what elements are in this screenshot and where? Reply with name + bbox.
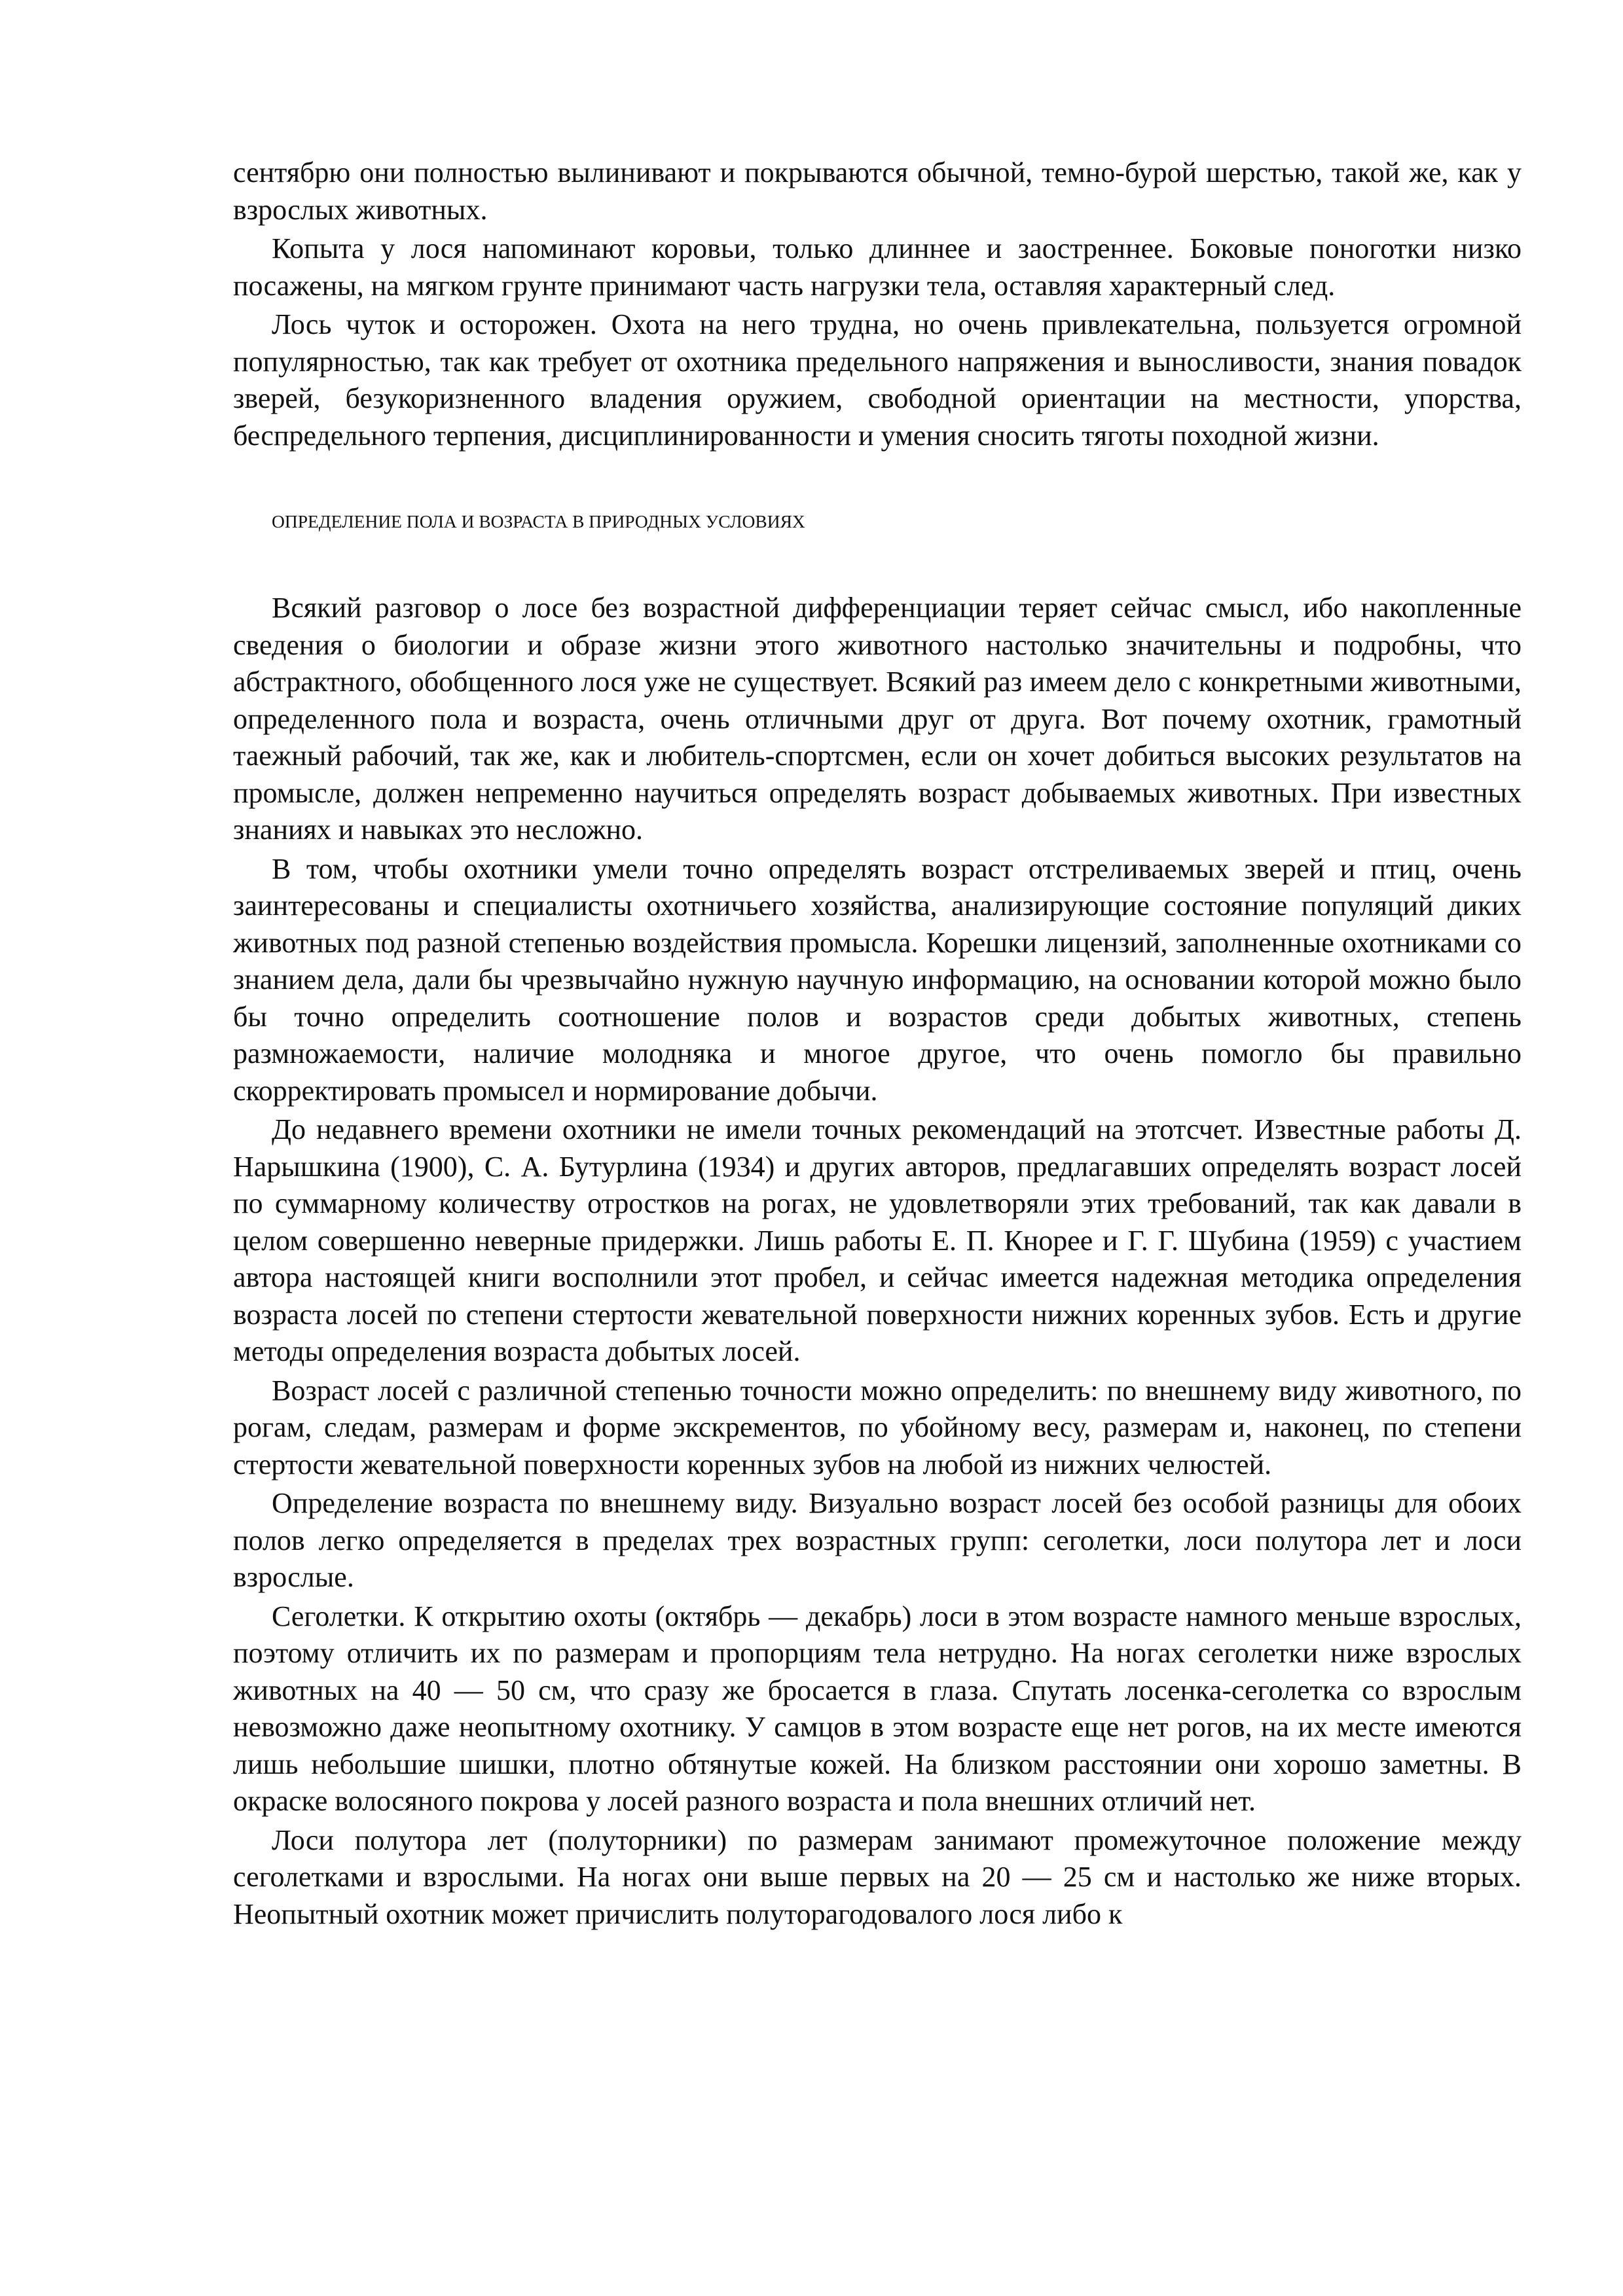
paragraph-4: Всякий разговор о лосе без возрастной дифференциации теряет сейчас смысл, ибо накопленные сведения о биологии и образе жизни этого животного настолько значительны и подробны, что абстрактного, обобщенного лося уже не существует. Всякий раз имеем дело с конкретными животными, определенного пола и возраста, очень отличными друг от друга. Вот почему охотник, грамотный таежный рабочий, так же, как и любитель-спортсмен, если он хочет добиться высоких результатов на промысле, должен непременно научиться определять возраст добываемых животных. При известных знаниях и навыках это несложно. bbox=[233, 592, 1522, 846]
paragraph-2: Копыта у лося напоминают коровьи, только длиннее и заостреннее. Боковые поноготки низко посажены, на мягком грунте принимают часть нагрузки тела, оставляя характерный след. bbox=[233, 232, 1522, 302]
paragraph-7: Возраст лосей с различной степенью точности можно определить: по внешнему виду животного, по рогам, следам, размерам и форме экскрементов, по убойному весу, размерам и, наконец, по степени стертости жевательной поверхности коренных зубов на любой из нижних челюстей. bbox=[233, 1374, 1522, 1480]
paragraph-6: До недавнего времени охотники не имели точных рекомендаций на этотсчет. Известные работы Д. Нарышкина (1900), С. А. Бутурлина (1934) и других авторов, предлагавших определять возраст лосей по суммарному количеству отростков на рогах, не удовлетворяли этих требований, так как давали в целом совершенно неверные придержки. Лишь работы Е. П. Кнорее и Г. Г. Шубина (1959) с участием автора настоящей книги восполнили этот пробел, и сейчас имеется надежная методика определения возраста лосей по степени стертости жевательной поверхности нижних коренных зубов. Есть и другие методы определения возраста добытых лосей. bbox=[233, 1113, 1522, 1367]
document-page bbox=[233, 154, 1522, 1933]
paragraph-3: Лось чуток и осторожен. Охота на него трудна, но очень привлекательна, пользуется огромной популярностью, так как требует от охотника предельного напряжения и выносливости, знания повадок зверей, безукоризненного владения оружием, свободной ориентации на местности, упорства, беспредельного терпения, дисциплинированности и умения сносить тяготы походной жизни. bbox=[233, 308, 1522, 452]
paragraph-8: Определение возраста по внешнему виду. Визуально возраст лосей без особой разницы для обоих полов легко определяется в пределах трех возрастных групп: сеголетки, лоси полутора лет и лоси взрослые. bbox=[233, 1487, 1522, 1593]
paragraph-5: В том, чтобы охотники умели точно определять возраст отстреливаемых зверей и птиц, очень заинтересованы и специалисты охотничьего хозяйства, анализирующие состояние популяций диких животных под разной степенью воздействия промысла. Корешки лицензий, заполненные охотниками со знанием дела, дали бы чрезвычайно нужную научную информацию, на основании которой можно было бы точно определить соотношение полов и возрастов среди добытых животных, степень размножаемости, наличие молодняка и многое другое, что очень помогло бы правильно скорректировать промысел и нормирование добычи. bbox=[233, 852, 1522, 1107]
paragraph-10: Лоси полутора лет (полуторники) по размерам занимают промежуточное положение между сеголетками и взрослыми. На ногах они выше первых на 20 — 25 см и настолько же ниже вторых. Неопытный охотник может причислить полуторагодовалого лося либо к bbox=[233, 1823, 1522, 1930]
section-heading: ОПРЕДЕЛЕНИЕ ПОЛА И ВОЗРАСТА В ПРИРОДНЫХ УСЛОВИЯХ bbox=[272, 511, 805, 531]
paragraph-9: Сеголетки. К открытию охоты (октябрь — декабрь) лоси в этом возрасте намного меньше взрослых, поэтому отличить их по размерам и пропорциям тела нетрудно. На ногах сеголетки ниже взрослых животных на 40 — 50 см, что сразу же бросается в глаза. Спутать лосенка-сеголетка со взрослым невозможно даже неопытному охотнику. У самцов в этом возрасте еще нет рогов, на их месте имеются лишь небольшие шишки, плотно обтянутые кожей. На близком расстоянии они хорошо заметны. В окраске волосяного покрова у лосей разного возраста и пола внешних отличий нет. bbox=[233, 1600, 1522, 1817]
paragraph-1: сентябрю они полностью вылинивают и покрываются обычной, темно-бурой шерстью, такой же, как у взрослых животных. bbox=[233, 156, 1522, 226]
